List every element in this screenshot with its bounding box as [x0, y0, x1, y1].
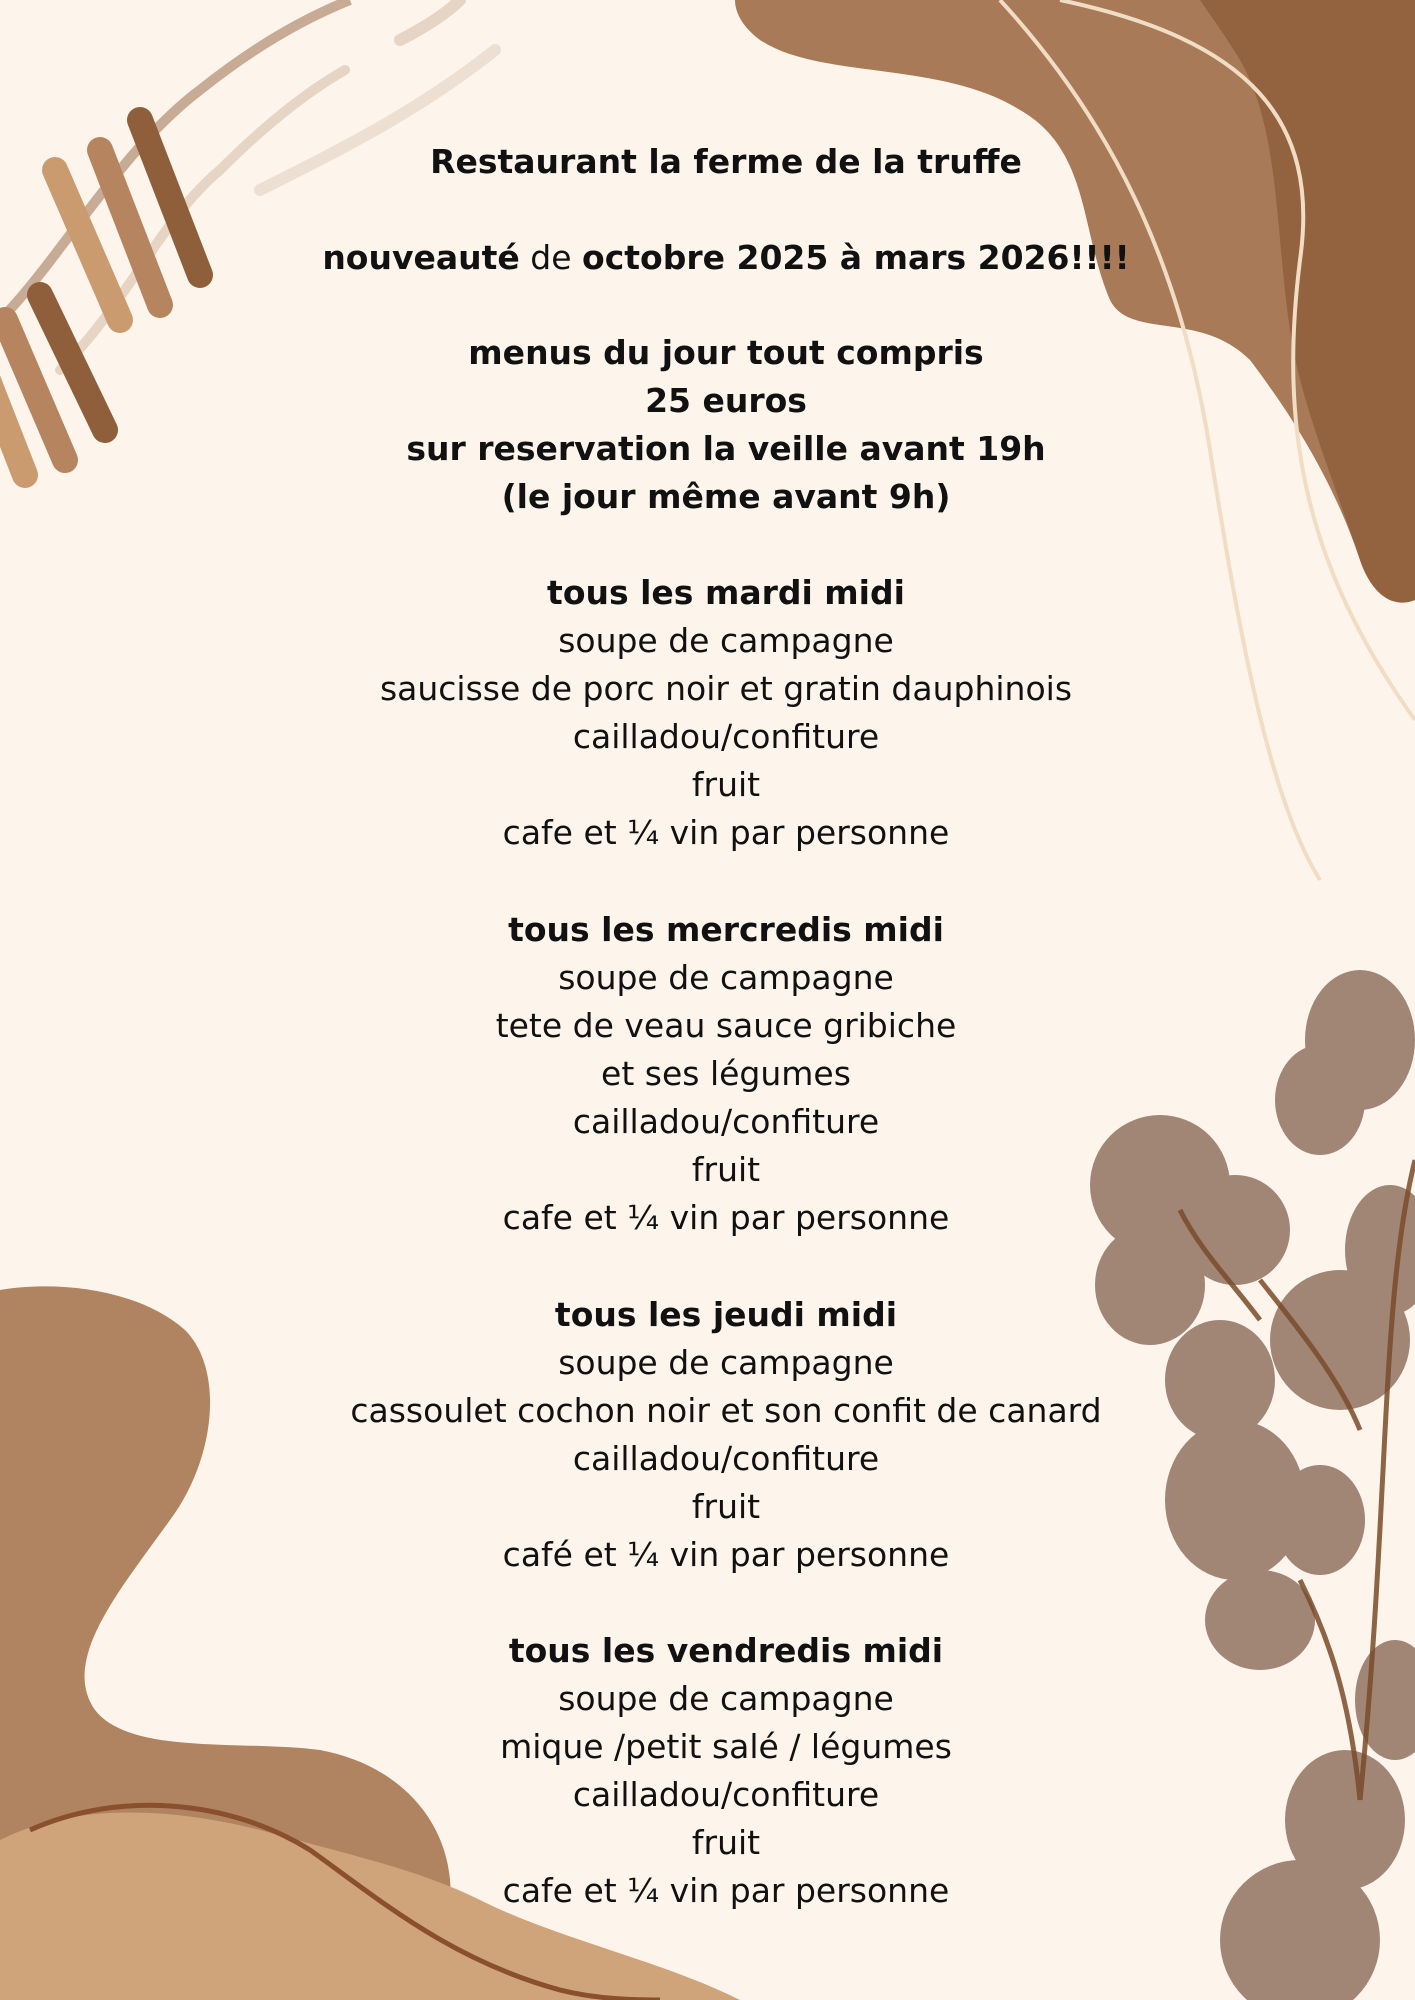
menu-item: soupe de campagne	[558, 1343, 894, 1382]
menu-item: soupe de campagne	[558, 1679, 894, 1718]
menu-item: et ses légumes	[601, 1054, 851, 1093]
period-de: de	[530, 238, 572, 277]
period-dates: octobre 2025 à mars 2026!!!!	[582, 238, 1130, 277]
menu-item: fruit	[691, 1823, 761, 1862]
fork-curve-4	[400, 0, 460, 40]
fork-curve-2	[60, 70, 345, 370]
menu-item: saucisse de porc noir et gratin dauphinois	[379, 669, 1073, 708]
menu-item: fruit	[691, 1150, 761, 1189]
menu-item: cafe et ¼ vin par personne	[502, 1198, 950, 1237]
day-heading: tous les mardi midi	[547, 573, 905, 612]
menu-item: tete de veau sauce gribiche	[495, 1006, 957, 1045]
menu-item: café et ¼ vin par personne	[502, 1535, 950, 1574]
same-day-note: (le jour même avant 9h)	[501, 477, 951, 516]
menu-item: cafe et ¼ vin par personne	[502, 813, 950, 852]
menu-item: cailladou/confiture	[572, 1439, 880, 1478]
menu-item: cailladou/confiture	[572, 1102, 880, 1141]
day-heading: tous les vendredis midi	[508, 1631, 944, 1670]
menu-item: fruit	[691, 765, 761, 804]
period-line	[0, 238, 1415, 278]
menu-item: fruit	[691, 1487, 761, 1526]
restaurant-title: Restaurant la ferme de la truffe	[430, 142, 1022, 181]
menu-item: soupe de campagne	[558, 621, 894, 660]
menu-title: menus du jour tout compris	[468, 333, 984, 372]
day-heading: tous les mercredis midi	[508, 910, 944, 949]
reservation-note: sur reservation la veille avant 19h	[406, 429, 1046, 468]
day-heading: tous les jeudi midi	[554, 1295, 898, 1334]
menu-item: cailladou/confiture	[572, 1775, 880, 1814]
menu-item: mique /petit salé / légumes	[500, 1727, 952, 1766]
menu-item: cassoulet cochon noir et son confit de canard	[350, 1391, 1102, 1430]
menu-item: cailladou/confiture	[572, 717, 880, 756]
menu-price: 25 euros	[645, 381, 807, 420]
menu-item: soupe de campagne	[558, 958, 894, 997]
period-new: nouveauté	[322, 238, 520, 277]
menu-item: cafe et ¼ vin par personne	[502, 1871, 950, 1910]
